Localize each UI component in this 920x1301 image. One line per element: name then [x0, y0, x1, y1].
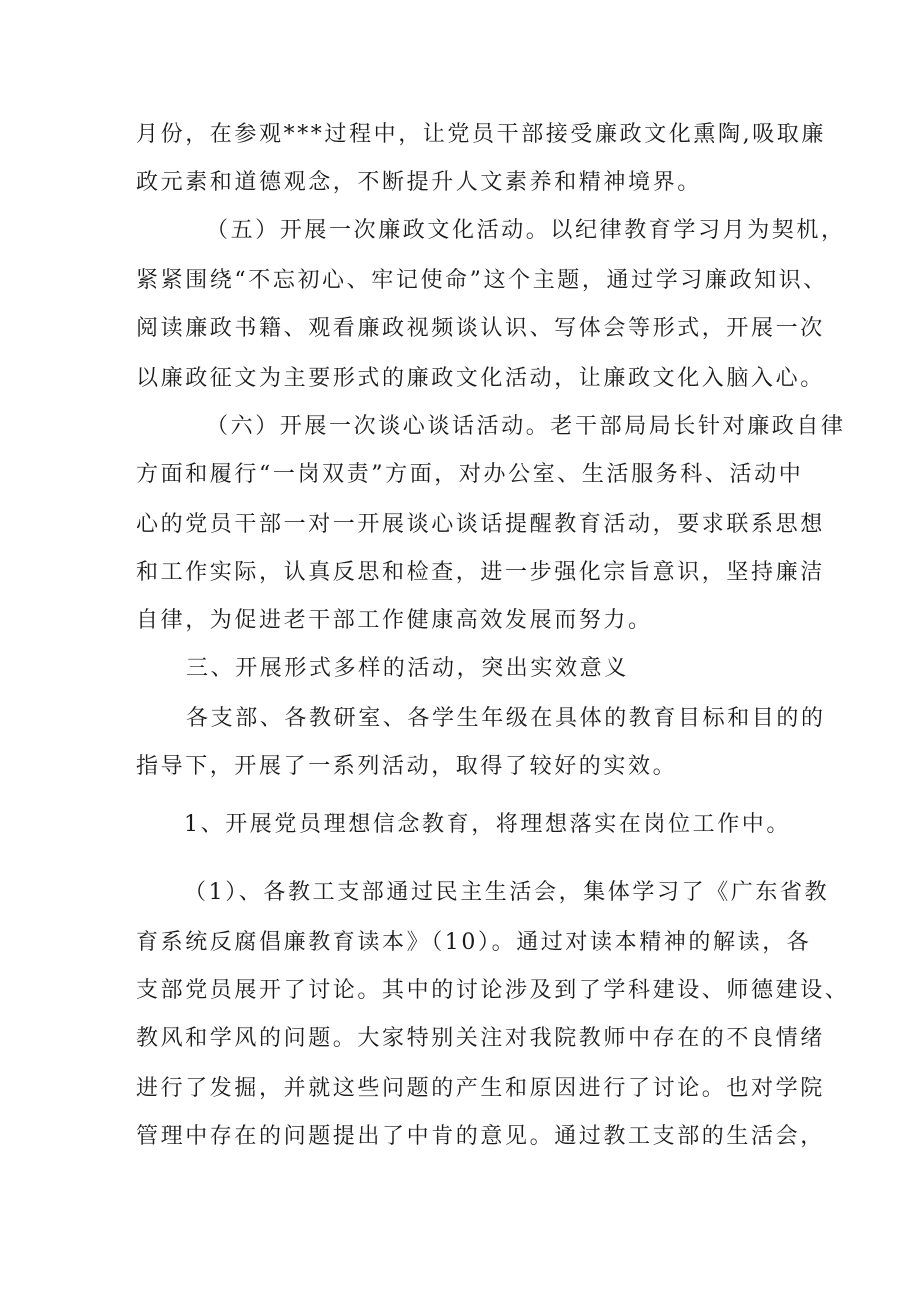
text-line: 各支部、各教研室、各学生年级在具体的教育目标和目的的 [186, 706, 826, 731]
text-line: 心的党员干部一对一开展谈心谈话提醒教育活动，要求联系思想 [136, 512, 825, 537]
text-line: 管理中存在的问题提出了中肯的意见。通过教工支部的生活会， [136, 1124, 825, 1149]
text-line: 支部党员展开了讨论。其中的讨论涉及到了学科建设、师德建设、 [136, 978, 850, 1003]
text-line: 和工作实际，认真反思和检查，进一步强化宗旨意识，坚持廉洁 [136, 560, 825, 585]
paragraph-heading-five: （五）开展一次廉政文化活动。以纪律教育学习月为契机， [206, 218, 846, 243]
list-item-one: （1）、各教工支部通过民主生活会，集体学习了《广东省教 [184, 880, 830, 905]
text-line: 教风和学风的问题。大家特别关注对我院教师中存在的不良情绪 [136, 1026, 825, 1051]
text-line: 政元素和道德观念，不断提升人文素养和精神境界。 [136, 170, 702, 195]
text-line: 自律，为促进老干部工作健康高效发展而努力。 [136, 608, 653, 633]
text-line: 紧紧围绕“不忘初心、牢记使命”这个主题，通过学习廉政知识、 [136, 268, 828, 293]
text-line: 阅读廉政书籍、观看廉政视频谈认识、写体会等形式，开展一次 [136, 316, 825, 341]
section-heading-three: 三、开展形式多样的活动，突出实效意义 [186, 656, 629, 681]
text-line: 以廉政征文为主要形式的廉政文化活动，让廉政文化入脑入心。 [136, 366, 825, 391]
subsection-heading-one: 1、开展党员理想信念教育，将理想落实在岗位工作中。 [184, 812, 791, 837]
paragraph-heading-six: （六）开展一次谈心谈话活动。老干部局局长针对廉政自律 [206, 414, 846, 439]
text-line: 方面和履行“一岗双责”方面，对办公室、生活服务科、活动中 [136, 462, 804, 487]
text-line: 进行了发掘，并就这些问题的产生和原因进行了讨论。也对学院 [136, 1076, 825, 1101]
text-line: 指导下，开展了一系列活动，取得了较好的实效。 [136, 754, 678, 779]
text-line: 月份，在参观***过程中，让党员干部接受廉政文化熏陶,吸取廉 [136, 122, 826, 147]
text-line: 育系统反腐倡廉教育读本》（10）。通过对读本精神的解读，各 [136, 930, 812, 955]
